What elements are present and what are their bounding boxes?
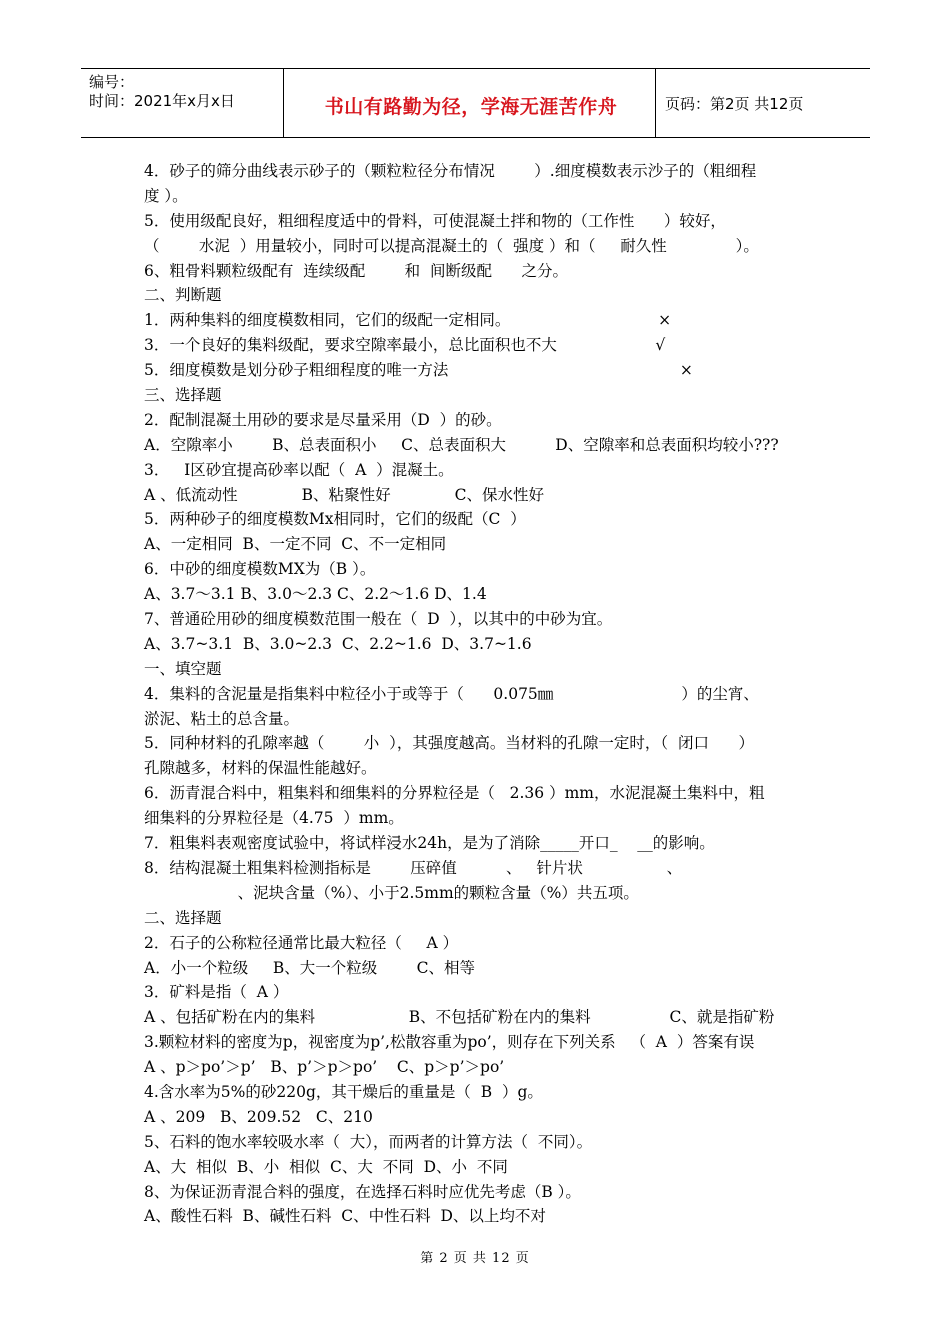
section-heading: 一、填空题 bbox=[144, 659, 222, 678]
text-line: 5．同种材料的孔隙率越（ 小 ），其强度越高。当材料的孔隙一定时，（ 闭口 ） bbox=[144, 734, 755, 753]
text-line: A 、包括矿粉在内的集料 B、不包括矿粉在内的集料 C、就是指矿粉 bbox=[144, 1008, 775, 1027]
text-line: 3．矿料是指（ A ） bbox=[144, 983, 289, 1002]
header-page-info: 页码：第2页 共12页 bbox=[665, 95, 804, 113]
text-line: 5．使用级配良好，粗细程度适中的骨料，可使混凝土拌和物的（工作性 ）较好， bbox=[144, 211, 726, 230]
header-motto: 书山有路勤为径，学海无涯苦作舟 bbox=[324, 96, 618, 118]
text-line: A．小一个粒级 B、大一个粒级 C、相等 bbox=[144, 958, 475, 977]
section-heading: 二、选择题 bbox=[144, 908, 222, 927]
text-line: A、一定相同 B、一定不同 C、不一定相同 bbox=[144, 535, 447, 554]
text-line: 细集料的分界粒径是（4.75 ）mm。 bbox=[144, 809, 404, 828]
page-header bbox=[81, 68, 870, 138]
text-line: 4.含水率为5%的砂220g，其干燥后的重量是（ B ）g。 bbox=[144, 1082, 543, 1101]
section-heading: 二、判断题 bbox=[144, 286, 222, 305]
text-line: 5．细度模数是划分砂子粗细程度的唯一方法 × bbox=[144, 361, 693, 380]
text-line: A、酸性石料 B、碱性石料 C、中性石料 D、以上均不对 bbox=[144, 1207, 546, 1226]
text-line: 7．粗集料表观密度试验中，将试样浸水24h，是为了消除_____开口_ __的影响。 bbox=[144, 834, 715, 853]
code-label: 编号： bbox=[89, 73, 135, 91]
text-line: 4．集料的含泥量是指集料中粒径小于或等于（ 0.075㎜ ）的尘宵、 bbox=[144, 684, 759, 703]
text-line: 6、粗骨料颗粒级配有 连续级配 和 间断级配 之分。 bbox=[144, 261, 569, 280]
text-line: 3． I区砂宜提高砂率以配（ A ）混凝土。 bbox=[144, 460, 454, 479]
text-line: 7、普通砼用砂的细度模数范围一般在（ D ），以其中的中砂为宜。 bbox=[144, 610, 613, 629]
text-line: 2．配制混凝土用砂的要求是尽量采用（D ）的砂。 bbox=[144, 410, 502, 429]
text-line: 5．两种砂子的细度模数Mx相同时，它们的级配（C ） bbox=[144, 510, 526, 529]
text-line: 8、为保证沥青混合料的强度，在选择石料时应优先考虑（B ）。 bbox=[144, 1182, 581, 1201]
text-line: 4．砂子的筛分曲线表示砂子的（颗粒粒径分布情况 ）.细度模数表示沙子的（粗细程 bbox=[144, 162, 757, 180]
time-label: 时间：2021年x月x日 bbox=[89, 92, 235, 110]
text-line: 淤泥、粘土的总含量。 bbox=[144, 709, 300, 728]
text-line: 3．一个良好的集料级配，要求空隙率最小，总比面积也不大 √ bbox=[144, 336, 666, 355]
document-body bbox=[144, 159, 814, 1229]
text-line: 6．沥青混合料中，粗集料和细集料的分界粒径是（ 2.36 ）mm，水泥混凝土集料中，粗 bbox=[144, 784, 765, 803]
page-footer: 第 2 页 共 12 页 bbox=[420, 1251, 530, 1266]
header-meta bbox=[89, 73, 235, 111]
text-line: 3.颗粒材料的密度为p，视密度为p’,松散容重为po’，则存在下列关系 （ A ）答案有误 bbox=[144, 1033, 755, 1052]
text-line: 孔隙越多，材料的保温性能越好。 bbox=[144, 759, 377, 778]
text-line: A．空隙率小 B、总表面积小 C、总表面积大 D、空隙率和总表面积均较小??? bbox=[144, 435, 779, 454]
text-line: 2．石子的公称粒径通常比最大粒径（ A ） bbox=[144, 933, 459, 952]
text-line: A、大 相似 B、小 相似 C、大 不同 D、小 不同 bbox=[144, 1157, 508, 1176]
text-line: A、3.7～3.1 B、3.0～2.3 C、2.2～1.6 D、1.4 bbox=[144, 585, 487, 604]
text-line: A 、209 B、209.52 C、210 bbox=[144, 1107, 373, 1126]
text-line: 5、石料的饱水率较吸水率（ 大），而两者的计算方法（ 不同）。 bbox=[144, 1132, 593, 1151]
text-line: 度 ）。 bbox=[144, 186, 188, 205]
text-line: （ 水泥 ）用量较小，同时可以提高混凝土的（ 强度 ）和（ 耐久性 ）。 bbox=[144, 236, 759, 255]
text-line: 6．中砂的细度模数MX为（B ）。 bbox=[144, 560, 376, 579]
text-line: 、泥块含量（%）、小于2.5mm的颗粒含量（%）共五项。 bbox=[144, 883, 639, 902]
text-line: A、3.7~3.1 B、3.0~2.3 C、2.2~1.6 D、3.7~1.6 bbox=[144, 634, 532, 653]
text-line: A 、低流动性 B、粘聚性好 C、保水性好 bbox=[144, 485, 544, 504]
text-line: 1．两种集料的细度模数相同，它们的级配一定相同。 × bbox=[144, 311, 672, 330]
section-heading: 三、选择题 bbox=[144, 386, 222, 405]
text-line: 8．结构混凝土粗集料检测指标是 压碎值 、 针片状 、 bbox=[144, 858, 683, 877]
text-line: A 、p＞po’＞p’ B、p’＞p＞po’ C、p＞p’＞po’ bbox=[144, 1058, 505, 1077]
